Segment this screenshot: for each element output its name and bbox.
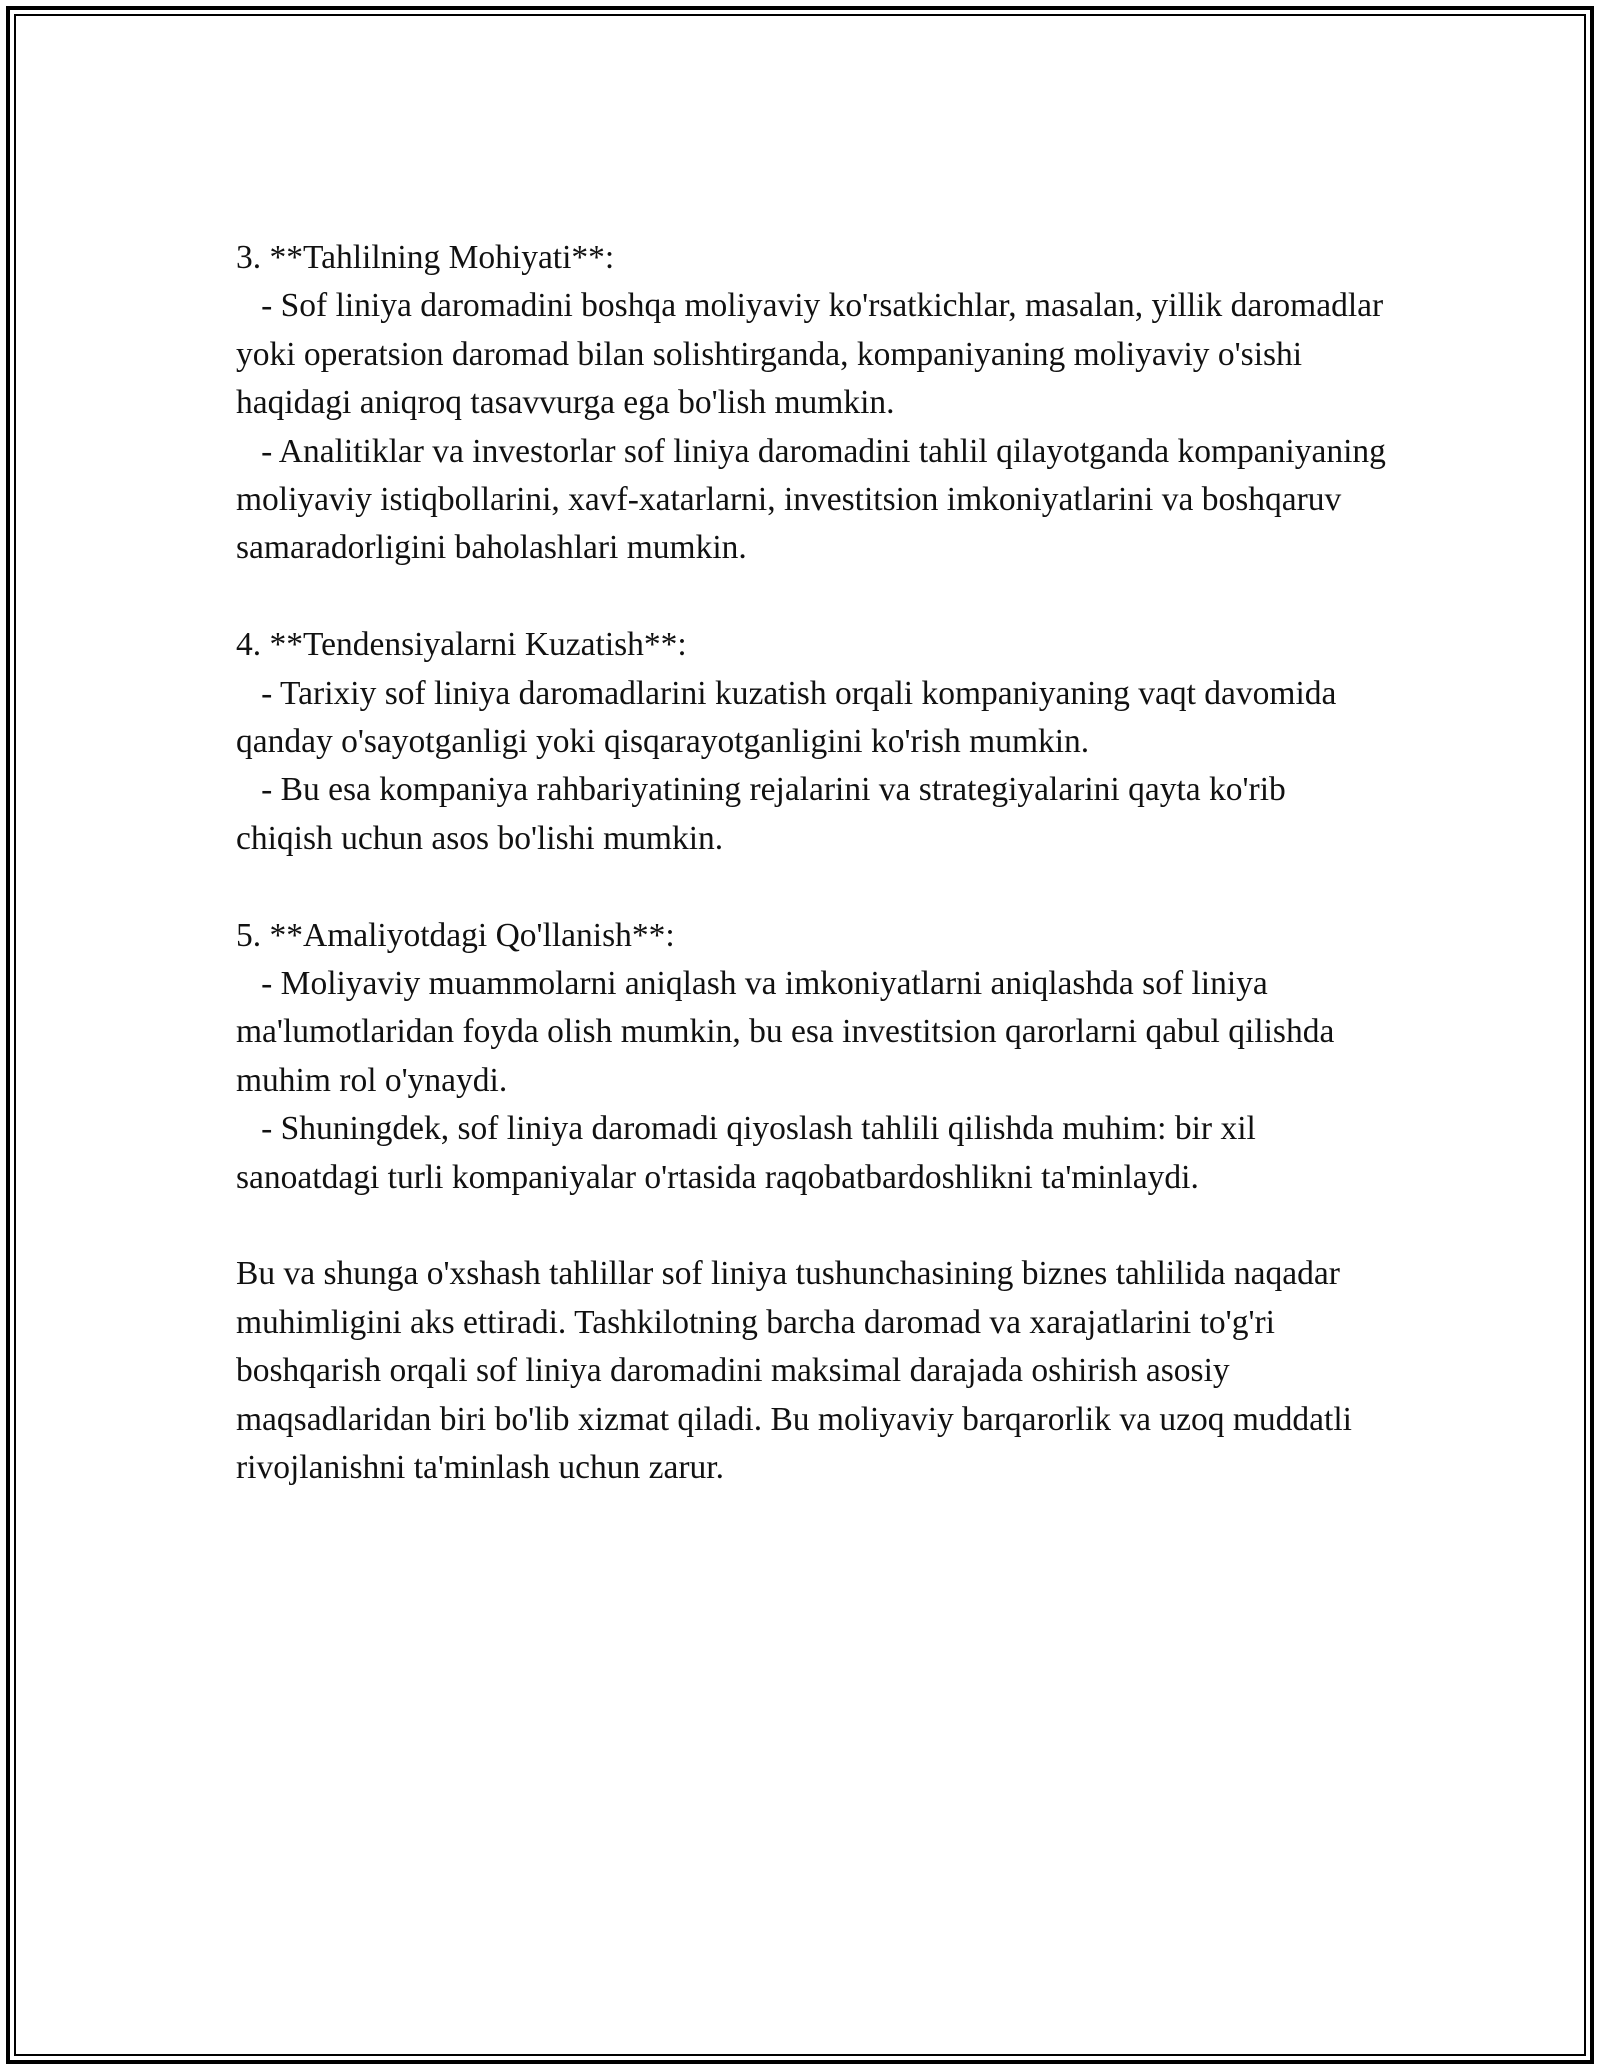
- section-amaliyotdagi-qollanish: [236, 912, 1386, 1202]
- conclusion-paragraph: Bu va shunga o'xshash tahlillar sof liniya tushunchasining biznes tahlilida naqadar muhimligini aks ettiradi. Tashkilotning barcha daromad va xarajatlarini to'g'ri boshqarish orqali sof liniya daromadini maksimal darajada oshirish asosiy maqsadlaridan biri bo'lib xizmat qiladi. Bu moliyaviy barqarorlik va uzoq muddatli rivojlanishni ta'minlash uchun zarur.: [236, 1255, 1361, 1487]
- section-heading: 5. **Amaliyotdagi Qo'llanish**:: [236, 916, 675, 954]
- section-bullet: - Shuningdek, sof liniya daromadi qiyoslash tahlili qilishda muhim: bir xil sanoatdagi turli kompaniyalar o'rtasida raqobatbardoshlikni ta'minlaydi.: [236, 1110, 1265, 1196]
- section-bullet: - Bu esa kompaniya rahbariyatining rejalarini va strategiyalarini qayta ko'rib chiqish uchun asos bo'lishi mumkin.: [236, 771, 1295, 857]
- section-heading: 4. **Tendensiyalarni Kuzatish**:: [236, 626, 687, 664]
- section-bullet: - Sof liniya daromadini boshqa moliyaviy ko'rsatkichlar, masalan, yillik daromadlar yoki operatsion daromad bilan solishtirganda, kompaniyaning moliyaviy o'sishi haqidagi aniqroq tasavvurga ega bo'lish mumkin.: [236, 287, 1392, 422]
- section-tendensiyalarni-kuzatish: [236, 621, 1386, 863]
- section-heading: 3. **Tahlilning Mohiyati**:: [236, 239, 615, 276]
- document-body: [236, 234, 1395, 1493]
- section-bullet: - Analitiklar va investorlar sof liniya daromadini tahlil qilayotganda kompaniyaning moliyaviy istiqbollarini, xavf-xatarlarni, investitsion imkoniyatlarini va boshqaruv samaradorligini baholashlari mumkin.: [236, 432, 1395, 567]
- section-tahlilning-mohiyati: [236, 234, 1395, 573]
- section-bullet: - Moliyaviy muammolarni aniqlash va imkoniyatlarni aniqlashda sof liniya ma'lumotlaridan foyda olish mumkin, bu esa investitsion qarorlarni qabul qilishda muhim rol o'ynaydi.: [236, 965, 1343, 1099]
- section-bullet: - Tarixiy sof liniya daromadlarini kuzatish orqali kompaniyaning vaqt davomida qanday o'sayotganligi yoki qisqarayotganligini ko'rish mumkin.: [236, 674, 1345, 761]
